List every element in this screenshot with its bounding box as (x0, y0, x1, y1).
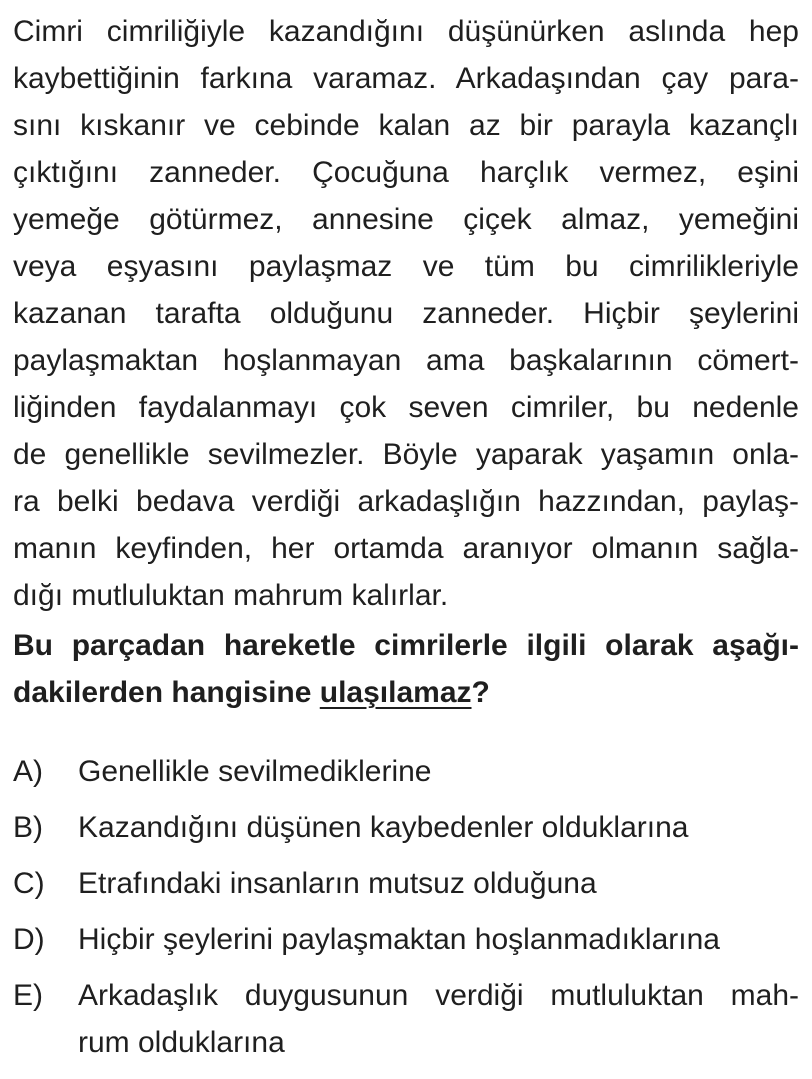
passage-line: ra belki bedava verdiği arkadaşlığın hazzından, paylaş- (13, 485, 799, 518)
question-text: dakilerden hangisine (13, 676, 320, 709)
option-text-line: Arkadaşlık duygusunun verdiği mutluluktan mah- (78, 979, 799, 1012)
passage-line: sını kıskanır ve cebinde kalan az bir parayla kazançlı (13, 109, 799, 142)
option-b[interactable] (13, 804, 799, 851)
option-text (78, 916, 799, 963)
passage-line: yemeğe götürmez, annesine çiçek almaz, yemeğini (13, 203, 799, 236)
option-letter: A) (13, 755, 43, 788)
passage-line: kaybettiğinin farkına varamaz. Arkadaşından çay para- (13, 62, 799, 95)
question-stem (13, 622, 799, 716)
question-mark: ? (471, 676, 490, 709)
option-letter: C) (13, 867, 45, 900)
option-letter: D) (13, 923, 45, 956)
option-text-line: Etrafındaki insanların mutsuz olduğuna (78, 867, 597, 900)
passage-line: manın keyfinden, her ortamda aranıyor olmanın sağla- (13, 532, 799, 565)
passage-line: Cimri cimriliğiyle kazandığını düşünürken aslında hep (13, 15, 799, 48)
passage-line: dığı mutluluktan mahrum kalırlar. (13, 579, 449, 612)
option-text (78, 804, 799, 851)
question-line: Bu parçadan hareketle cimrilerle ilgili olarak aşağı- (13, 629, 799, 662)
option-text (78, 972, 799, 1066)
passage-line: veya eşyasını paylaşmaz ve tüm bu cimrilikleriyle (13, 250, 799, 283)
passage-line: çıktığını zanneder. Çocuğuna harçlık vermez, eşini (13, 156, 799, 189)
reading-passage (13, 8, 799, 619)
option-text-line: Kazandığını düşünen kaybedenler olduklarına (78, 811, 689, 844)
passage-line: kazanan tarafta olduğunu zanneder. Hiçbir şeylerini (13, 297, 799, 330)
option-letter: B) (13, 811, 43, 844)
question-line (13, 669, 799, 716)
passage-line: de genellikle sevilmezler. Böyle yaparak yaşamın onla- (13, 438, 799, 471)
question-emphasis: ulaşılamaz (319, 676, 472, 709)
passage-line: paylaşmaktan hoşlanmayan ama başkalarının cömert- (13, 344, 799, 377)
option-text (78, 860, 799, 907)
option-e[interactable] (13, 972, 799, 1066)
option-a[interactable] (13, 748, 799, 795)
option-text-line: rum olduklarına (78, 1026, 285, 1059)
option-text-line: Hiçbir şeylerini paylaşmaktan hoşlanmadıklarına (78, 923, 720, 956)
passage-line: liğinden faydalanmayı çok seven cimriler, bu nedenle (13, 391, 799, 424)
option-letter: E) (13, 979, 43, 1012)
option-c[interactable] (13, 860, 799, 907)
option-text (78, 748, 799, 795)
answer-options (13, 748, 799, 1075)
option-text-line: Genellikle sevilmediklerine (78, 755, 432, 788)
option-d[interactable] (13, 916, 799, 963)
